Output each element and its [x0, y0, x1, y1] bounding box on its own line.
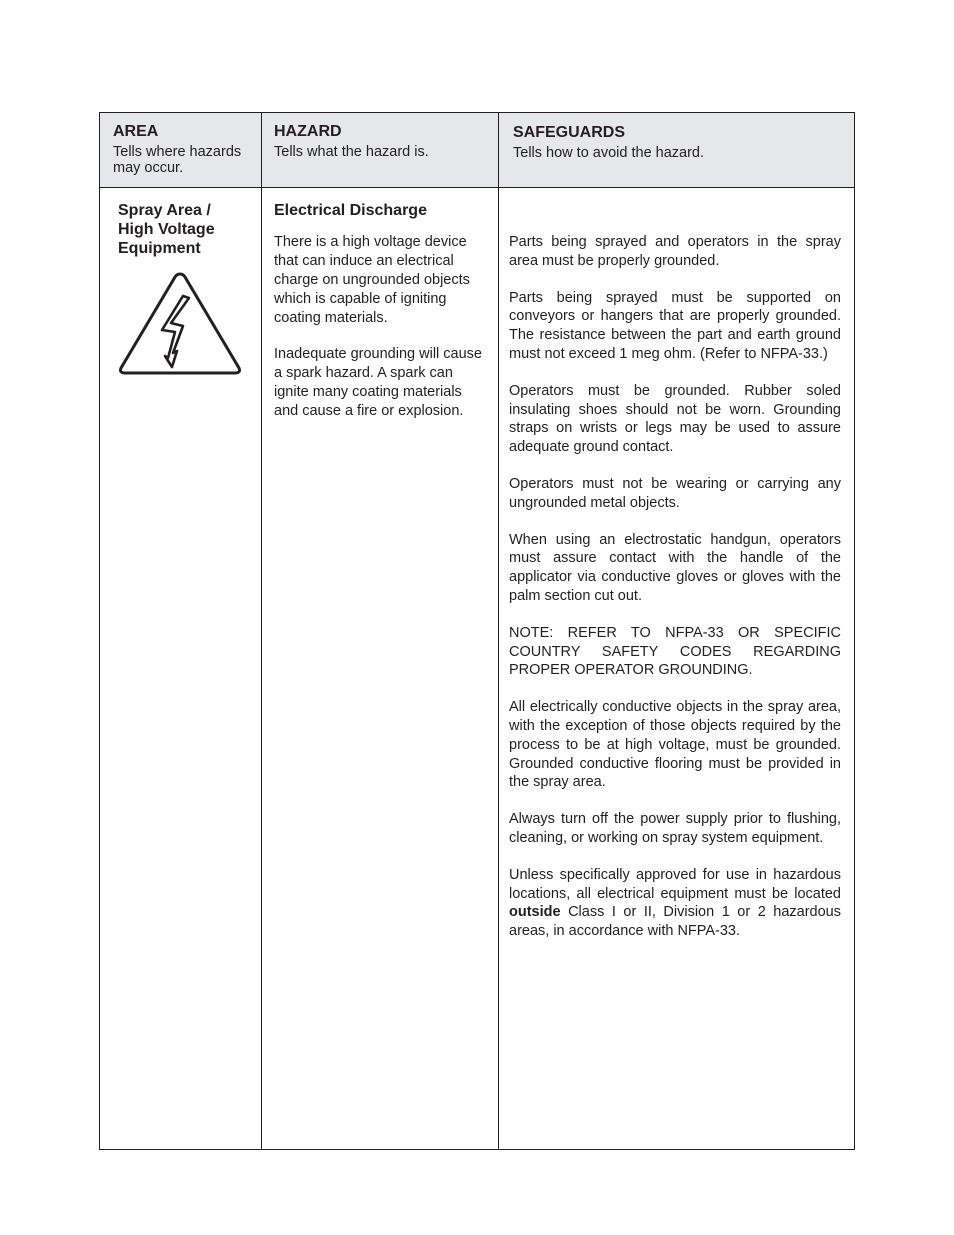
- header-hazard-subtitle: Tells what the hazard is.: [274, 144, 429, 160]
- hazard-paragraph-2: Inadequate grounding will cause a spark hazard. A spark can ignite many coating materials and cause a fire or explosion.: [274, 346, 482, 419]
- high-voltage-warning-icon: [117, 270, 243, 376]
- area-title: Spray Area / High Voltage Equipment: [118, 202, 215, 257]
- hazard-cell: [274, 201, 488, 438]
- safeguard-paragraph-9-before: Unless specifically approved for use in hazardous locations, all electrical equipment must be located: [509, 866, 841, 902]
- hazard-paragraph-1: There is a high voltage device that can induce an electrical charge on ungrounded objects which is capable of igniting coating materials.: [274, 234, 470, 326]
- area-cell: [118, 201, 236, 258]
- safeguard-paragraph-6: NOTE: REFER TO NFPA-33 OR SPECIFIC COUNTRY SAFETY CODES REGARDING PROPER OPERATOR GROUNDING.: [509, 624, 841, 679]
- safeguard-paragraph-4: Operators must not be wearing or carrying any ungrounded metal objects.: [509, 475, 841, 511]
- header-safeguards-subtitle: Tells how to avoid the hazard.: [513, 145, 705, 161]
- header-safeguards: [513, 123, 843, 161]
- safeguards-cell: [509, 233, 841, 959]
- safeguard-paragraph-9: [509, 866, 841, 941]
- safeguard-paragraph-3: Operators must be grounded. Rubber soled insulating shoes should not be worn. Grounding straps on wrists or legs may be used to assure adequate ground contact.: [509, 382, 841, 456]
- header-area: [113, 122, 253, 176]
- header-area-title: AREA: [113, 123, 159, 140]
- safeguard-paragraph-7: All electrically conductive objects in the spray area, with the exception of those objects required by the process to be at high voltage, must be grounded. Grounded conductive flooring must be provided in the spray area.: [509, 699, 841, 791]
- header-hazard: [274, 122, 489, 160]
- safeguard-paragraph-2: Parts being sprayed must be supported on conveyors or hangers that are properly grounded. The resistance between the part and earth ground must not exceed 1 meg ohm. (Refer to NFPA-33.): [509, 289, 841, 362]
- column-divider-2: [498, 113, 499, 1149]
- header-hazard-title: HAZARD: [274, 123, 342, 140]
- safeguard-paragraph-9-emphasis: outside: [509, 904, 561, 921]
- safeguard-paragraph-8: Always turn off the power supply prior to flushing, cleaning, or working on spray system equipment.: [509, 811, 841, 846]
- safety-table: [99, 112, 855, 1150]
- hazard-title: Electrical Discharge: [274, 202, 427, 219]
- safeguard-paragraph-5: When using an electrostatic handgun, operators must assure contact with the handle of the applicator via conductive gloves or gloves with the palm section cut out.: [509, 531, 841, 604]
- safeguard-paragraph-1: Parts being sprayed and operators in the spray area must be properly grounded.: [509, 234, 841, 269]
- column-divider-1: [261, 113, 262, 1149]
- header-area-subtitle: Tells where hazards may occur.: [113, 144, 242, 176]
- header-divider: [100, 187, 854, 188]
- safeguard-paragraph-9-after: Class I or II, Division 1 or 2 hazardous areas, in accordance with NFPA-33.: [509, 904, 841, 940]
- header-safeguards-title: SAFEGUARDS: [513, 124, 626, 141]
